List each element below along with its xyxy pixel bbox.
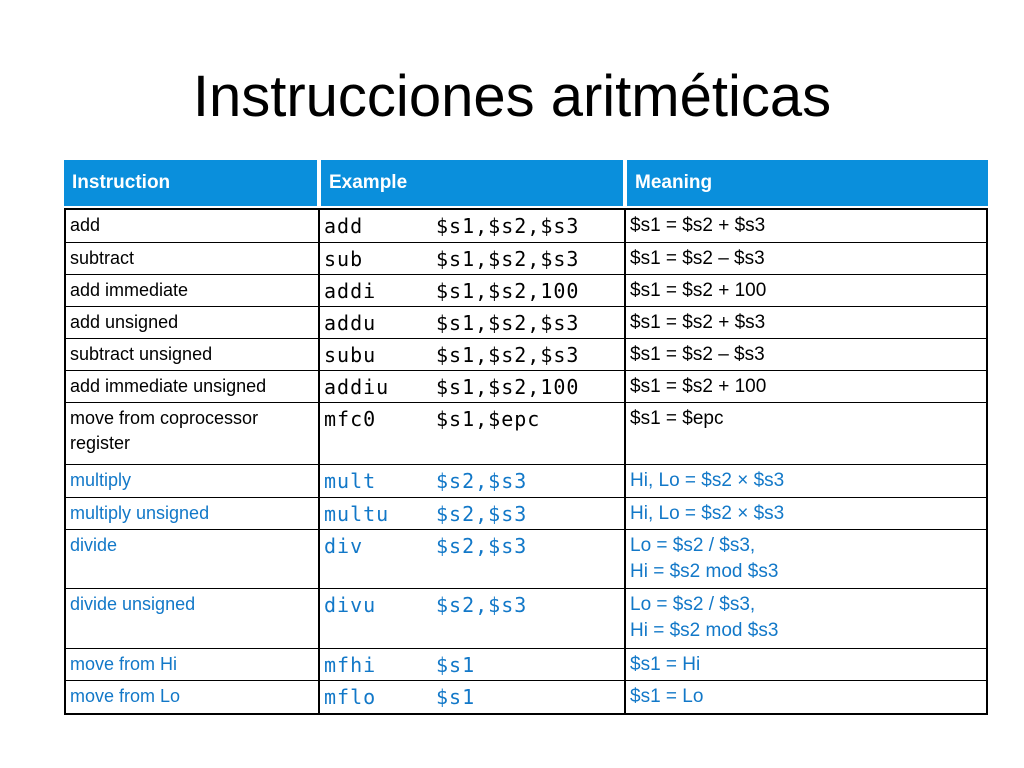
table-header	[64, 160, 988, 206]
example-opcode: subu	[324, 343, 377, 367]
table-row	[66, 210, 986, 242]
example-operands: $s1	[436, 685, 476, 709]
meaning-cell: Hi, Lo = $s2 × $s3	[630, 470, 785, 491]
example-operands: $s2,$s3	[436, 469, 528, 493]
instruction-name: subtract unsigned	[66, 339, 320, 370]
example-opcode: mflo	[324, 685, 377, 709]
meaning-cell: $s1 = $epc	[630, 408, 724, 429]
example-cell	[320, 210, 626, 242]
instruction-name: subtract	[66, 243, 320, 274]
table-row	[66, 680, 986, 713]
example-operands: $s2,$s3	[436, 534, 528, 558]
example-opcode: add	[324, 214, 364, 238]
table-row	[66, 370, 986, 402]
table-row	[66, 402, 986, 464]
example-cell	[320, 403, 626, 464]
meaning-line: Lo = $s2 / $s3,	[630, 535, 756, 556]
table-row	[66, 648, 986, 680]
example-opcode: addi	[324, 279, 377, 303]
example-opcode: divu	[324, 593, 377, 617]
meaning-cell: $s1 = $s2 + 100	[630, 376, 767, 397]
example-cell	[320, 681, 626, 713]
meaning-cell: $s1 = Hi	[630, 654, 701, 675]
header-example: Example	[321, 160, 623, 206]
example-opcode: addiu	[324, 375, 390, 399]
meaning-line: Lo = $s2 / $s3,	[630, 594, 756, 615]
example-cell	[320, 530, 626, 588]
example-operands: $s2,$s3	[436, 502, 528, 526]
table-row	[66, 242, 986, 274]
header-meaning: Meaning	[627, 160, 988, 206]
instruction-name: move from coprocessor register	[66, 403, 320, 464]
instruction-name: add immediate	[66, 275, 320, 306]
meaning-cell: $s1 = $s2 – $s3	[630, 248, 765, 269]
instruction-name: add immediate unsigned	[66, 371, 320, 402]
example-cell	[320, 307, 626, 338]
table-row	[66, 338, 986, 370]
instruction-table	[64, 160, 988, 715]
table-row	[66, 497, 986, 529]
meaning-line: Hi = $s2 mod $s3	[630, 620, 779, 641]
example-operands: $s1,$s2,100	[436, 279, 580, 303]
meaning-cell: $s1 = $s2 + $s3	[630, 215, 766, 236]
example-cell	[320, 371, 626, 402]
instruction-name: multiply unsigned	[66, 498, 320, 529]
example-operands: $s1,$s2,$s3	[436, 343, 580, 367]
example-operands: $s1,$epc	[436, 407, 541, 431]
table-row	[66, 529, 986, 588]
table-body	[64, 208, 988, 715]
example-cell	[320, 649, 626, 680]
instruction-name: add unsigned	[66, 307, 320, 338]
example-cell	[320, 275, 626, 306]
slide-title: Instrucciones aritméticas	[192, 64, 832, 129]
table-row	[66, 274, 986, 306]
instruction-name: move from Hi	[66, 649, 320, 680]
table-row	[66, 588, 986, 648]
example-operands: $s2,$s3	[436, 593, 528, 617]
example-opcode: sub	[324, 247, 364, 271]
example-operands: $s1	[436, 653, 476, 677]
instruction-name: divide unsigned	[66, 589, 320, 648]
example-opcode: addu	[324, 311, 377, 335]
meaning-cell	[626, 589, 986, 648]
example-cell	[320, 465, 626, 497]
example-cell	[320, 243, 626, 274]
example-operands: $s1,$s2,$s3	[436, 311, 580, 335]
example-opcode: mfhi	[324, 653, 377, 677]
example-cell	[320, 339, 626, 370]
meaning-cell: $s1 = $s2 – $s3	[630, 344, 765, 365]
example-opcode: div	[324, 534, 364, 558]
example-operands: $s1,$s2,100	[436, 375, 580, 399]
example-operands: $s1,$s2,$s3	[436, 247, 580, 271]
meaning-cell	[626, 530, 986, 588]
instruction-name: multiply	[66, 465, 320, 497]
example-operands: $s1,$s2,$s3	[436, 214, 580, 238]
header-instruction: Instruction	[64, 160, 317, 206]
meaning-cell: $s1 = $s2 + $s3	[630, 312, 766, 333]
meaning-cell: $s1 = $s2 + 100	[630, 280, 767, 301]
meaning-cell: $s1 = Lo	[630, 686, 704, 707]
table-row	[66, 306, 986, 338]
table-row	[66, 464, 986, 497]
instruction-name: move from Lo	[66, 681, 320, 713]
instruction-name: add	[66, 210, 320, 242]
example-opcode: multu	[324, 502, 390, 526]
instruction-name: divide	[66, 530, 320, 588]
example-cell	[320, 589, 626, 648]
example-opcode: mult	[324, 469, 377, 493]
example-opcode: mfc0	[324, 407, 377, 431]
meaning-cell: Hi, Lo = $s2 × $s3	[630, 503, 785, 524]
example-cell	[320, 498, 626, 529]
meaning-line: Hi = $s2 mod $s3	[630, 561, 779, 582]
